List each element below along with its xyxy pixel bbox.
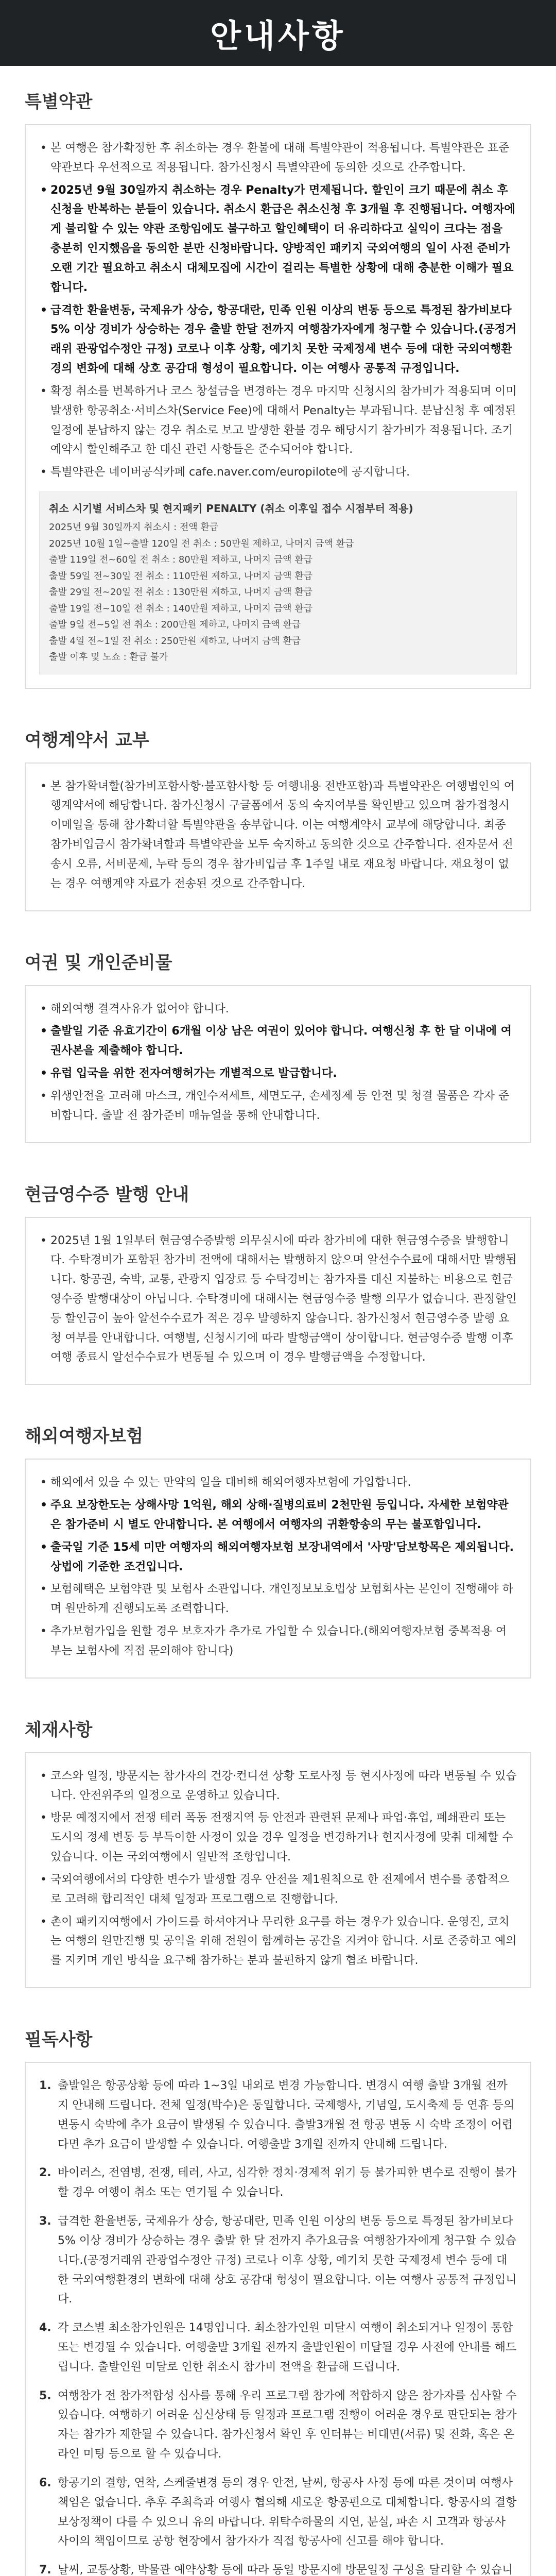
penalty-line: 출발 19일 전~10일 전 취소 : 140만원 제하고, 나머지 금액 환급 <box>49 603 313 614</box>
section-must-read <box>0 2004 556 2576</box>
bullet-list <box>39 999 517 1126</box>
item-text: 여행참가 전 참가적합성 심사를 통해 우리 프로그램 참가에 적합하지 않은 참가자를 심사할 수 있습니다. 여행하기 어려운 심신상태 등 일정과 프로그램 진행이 어려운 경우로 판단되는 참가자는 참가가 제한될 수 있습니다. 참가신청서 확인 후 인터뷰는 비대면(서류) 및 전화, 혹은 온라인 미팅 등으로 할 수 있습니다. <box>58 2389 517 2461</box>
section-contract <box>0 704 556 927</box>
numbered-item <box>39 2561 517 2576</box>
section-box <box>25 762 531 911</box>
bullet-item: • 본 참가확녀할(참가비포함사항·불포함사항 등 여행내용 전반포함)과 특별약관은 여행법인의 여행계약서에 해당합니다. 참가신청시 구글폼에서 동의 숙지여부를 확인받고 있으며 참가접청시 이메일을 통해 참가확녀할 특별약관을 송부합니다. 이는 여행계약서 교부에 해당합니다. 최종 참가비입금시 참가확녀할과 특별약관을 모두 숙지하고 동의한 것으로 간주합니다. 전자문서 전송시 오류, 서비문제, 누락 등의 경우 참가비입금 후 1주일 내로 재요청 바랍니다. 재요청이 없는 경우 여행계약 자료가 전송된 것으로 간주합니다. <box>39 777 517 894</box>
bullet-item: • 추가보험가입을 원할 경우 보호자가 추가로 가입할 수 있습니다.(해외여행자보험 중복적용 여부는 보험사에 직접 문의해야 합니다) <box>39 1622 517 1661</box>
bullet-item: • 방문 예정지에서 전쟁 테러 폭동 전쟁지역 등 안전과 관련된 문제나 파업·휴업, 폐쇄관리 또는 도시의 정세 변동 등 부득이한 사정이 있을 경우 일정을 변경하거나 현지사정에 맞춰 대체할 수 있습니다. 이는 국외여행에서 일반적 조항입니다. <box>39 1808 517 1867</box>
bullet-item: • 국외여행에서의 다양한 변수가 발생할 경우 안전을 제1원칙으로 한 전제에서 변수를 종합적으로 고려해 합리적인 대체 일정과 프로그램으로 진행합니다. <box>39 1870 517 1909</box>
numbered-list <box>39 2076 517 2576</box>
numbered-item <box>39 2163 517 2202</box>
bullet-item: • 촌이 패키지여행에서 가이드를 하셔야거나 무리한 요구를 하는 경우가 있습니다. 운영진, 코치는 여행의 원만진행 및 공익을 위해 전원이 함께하는 공간을 지켜야 합니다. 서로 존중하고 예의를 지키며 개인 방식을 요구해 참가하는 분과 불편하지 않게 협조 바랍니다. <box>39 1912 517 1971</box>
penalty-line: 출발 29일 전~20일 전 취소 : 130만원 제하고, 나머지 금액 환급 <box>49 587 313 598</box>
item-text: 급격한 환율변동, 국제유가 상승, 항공대란, 민족 인원 이상의 변동 등으로 특정된 참가비보다 5% 이상 경비가 상승하는 경우 출발 한 달 전까지 추가요금을 여행참가자에게 청구할 수 있습니다.(공정거래위 관광업수정안 규정) 코로나 이후 상황, 예기치 못한 국제정세 변수 등에 대한 국외여행환경의 변화에 대해 상호 공감대 형성이 필요합니다. 이는 여행사 공통적 규정입니다. <box>58 2215 517 2306</box>
section-box <box>25 1459 531 1678</box>
section-receipt <box>0 1159 556 1401</box>
section-title: 필독사항 <box>25 2029 93 2050</box>
penalty-title: 취소 시기별 서비스차 및 현지패키 PENALTY (취소 이후일 접수 시점부터 적용) <box>49 502 413 515</box>
penalty-line: 2025년 10월 1일~출발 120일 전 취소 : 50만원 제하고, 나머지 금액 환급 <box>49 538 354 549</box>
numbered-item <box>39 2473 517 2551</box>
section-title: 여권 및 개인준비물 <box>25 952 172 973</box>
section-box <box>25 2062 531 2576</box>
section-title: 여행계약서 교부 <box>25 730 149 751</box>
section-title: 해외여행자보험 <box>25 1426 143 1447</box>
bullet-item: • 해외에서 있을 수 있는 만약의 일을 대비해 해외여행자보험에 가입합니다. <box>39 1473 517 1493</box>
page-header <box>0 0 556 66</box>
section-box <box>25 985 531 1143</box>
bullet-item: • 확정 취소를 번복하거나 코스 창설금을 변경하는 경우 마지막 신청시의 참가비가 적용되며 이미 발생한 항공취소·서비스차(Service Fee)에 대해서 Penalty는 부과됩니다. 분납신청 후 예정된 일정에 분납하지 않는 경우 취소로 보고 발생한 환불 경우 해당시기 참가비가 적용됩니다. 조기예약시 할인해주고 한 대신 관련 사항들은 준수되어야 합니다. <box>39 382 517 460</box>
bullet-item: • 급격한 환율변동, 국제유가 상승, 항공대란, 민족 인원 이상의 변동 등으로 특정된 참가비보다 5% 이상 경비가 상승하는 경우 출발 한달 전까지 여행참가자에게 청구할 수 있습니다.(공정거래위 관광업수정안 규정) 코로나 이후 상황, 예기치 못한 국제정세 변수 등에 대한 국외여행환경의 변화에 대해 상호 공감대 형성이 필요합니다. 이는 여행사 공통적 규정입니다. <box>39 301 517 379</box>
section-title: 현금영수증 발행 안내 <box>25 1184 189 1205</box>
bullet-item: • 본 여행은 참가확정한 후 취소하는 경우 환불에 대해 특별약관이 적용됩니다. 특별약관은 표준약관보다 우선적으로 적용됩니다. 참가신청시 특별약관에 동의한 것으로 간주합니다. <box>39 139 517 178</box>
section-box <box>25 1217 531 1385</box>
item-number: 2. <box>39 2166 51 2180</box>
penalty-line: 2025년 9월 30일까지 취소시 : 전액 환급 <box>49 522 219 533</box>
section-passport <box>0 927 556 1159</box>
item-text: 출발일은 항공상황 등에 따라 1~3일 내외로 변경 가능합니다. 변경시 여행 출발 3개월 전까지 안내해 드립니다. 전체 일정(박수)은 동일합니다. 국제행사, 기념일, 도시축제 등 연휴 등의 변동시 숙박에 추가 요금이 발생될 수 있습니다. 출발3개월 전 항공 변동 시 숙박 조정이 어렵다면 추가 요금이 발생할 수 있습니다. 여행출발 3개월 전까지 안내해 드립니다. <box>58 2079 515 2151</box>
numbered-item <box>39 2318 517 2377</box>
item-number: 5. <box>39 2389 51 2402</box>
item-text: 항공기의 결항, 연착, 스케줄변경 등의 경우 안전, 날씨, 항공사 사정 등에 따른 것이며 여행사 책임은 없습니다. 추후 주최측과 여행사 협의해 새로운 항공편으로 대체합니다. 항공사의 결항 보상정책이 다를 수 있으니 유의 바랍니다. 위탁수하물의 지연, 분실, 파손 시 고객과 항공사 사이의 책임이므로 공항 현장에서 참가자가 직접 항공사에 신고를 해야 합니다. <box>58 2476 517 2548</box>
item-text: 각 코스별 최소참가인원은 14명입니다. 최소참가인원 미달시 여행이 취소되거나 일정이 통합 또는 변경될 수 있습니다. 여행출발 3개월 전까지 출발인원이 미달될 경우 사전에 안내를 해드립니다. 출발인원 미달로 인한 취소시 참가비 전액을 환급해 드립니다. <box>58 2321 517 2374</box>
bullet-list <box>39 139 517 482</box>
bullet-item: • 위생안전을 고려해 마스크, 개인수저세트, 세면도구, 손세정제 등 안전 및 청결 물품은 각자 준비합니다. 출발 전 참가준비 매뉴얼을 통해 안내합니다. <box>39 1087 517 1126</box>
item-number: 3. <box>39 2215 51 2228</box>
section-insurance <box>0 1400 556 1693</box>
numbered-item <box>39 2076 517 2154</box>
item-text: 바이러스, 전염병, 전쟁, 테러, 사고, 심각한 정치·경제적 위기 등 불가피한 변수로 진행이 불가할 경우 여행이 취소 또는 연기될 수 있습니다. <box>58 2166 516 2199</box>
bullet-item: • 해외여행 결격사유가 없어야 합니다. <box>39 999 517 1019</box>
numbered-item <box>39 2212 517 2309</box>
penalty-box <box>39 492 517 674</box>
item-number: 4. <box>39 2321 51 2335</box>
bullet-list <box>39 1767 517 1971</box>
bullet-item: • 출발일 기준 유효기간이 6개월 이상 남은 여권이 있어야 합니다. 여행신청 후 한 달 이내에 여권사본을 제출해야 합니다. <box>39 1022 517 1061</box>
bullet-item: • 2025년 9월 30일까지 취소하는 경우 Penalty가 면제됩니다. 할인이 크기 때문에 취소 후 신청을 반복하는 분들이 있습니다. 취소시 환급은 취소신청 후 3개월 후 진행됩니다. 여행자에게 불리할 수 있는 약관 조항임에도 불구하고 할인혜택이 더 유리하다고 실익이 크다는 점을 충분히 인지했음을 동의한 분만 신청바랍니다. 양방적인 패키지 국외여행의 일이 사전 준비가 오랜 기간 필요하고 취소시 대체모집에 시간이 걸리는 특별한 상황에 대해 충분한 이해가 필요합니다. <box>39 181 517 298</box>
bullet-list <box>39 1473 517 1660</box>
penalty-line: 출발 9일 전~5일 전 취소 : 200만원 제하고, 나머지 금액 환급 <box>49 619 301 631</box>
bullet-item: • 보험혜택은 보험약관 및 보험사 소관입니다. 개인정보보호법상 보험회사는 본인이 진행해야 하며 원만하게 진행되도록 조력합니다. <box>39 1580 517 1619</box>
bullet-list <box>39 1231 517 1368</box>
item-number: 7. <box>39 2564 51 2576</box>
section-box <box>25 124 531 689</box>
section-stay <box>0 1694 556 2004</box>
item-number: 6. <box>39 2476 51 2489</box>
bullet-item: • 2025년 1월 1일부터 현금영수증발행 의무실시에 따라 참가비에 대한 현금영수증을 발행합니다. 수탁경비가 포함된 참가비 전액에 대해서는 발행하지 않으며 알선수수료에 대해서만 발행됩니다. 항공권, 숙박, 교통, 관광지 입장료 등 수탁경비는 참가자를 대신 지불하는 비용으로 현금영수증 발행대상이 아닙니다. 수탁경비에 대해서는 현금영수증 발행 의무가 없습니다. 관정할인 등 할인금이 높아 알선수수료가 적은 경우 발행하지 않습니다. 참가신청서 현금영수증 발행 요청 여부를 안내합니다. 여행별, 신청시기에 따라 발행금액이 상이합니다. 현금영수증 발행 이후 여행 종료시 알선수수료가 변동될 수 있으며 이 경우 발행금액을 수정합니다. <box>39 1231 517 1368</box>
section-special-terms <box>0 66 556 704</box>
penalty-line: 출발 4일 전~1일 전 취소 : 250만원 제하고, 나머지 금액 환급 <box>49 635 301 647</box>
section-title: 체재사항 <box>25 1719 93 1740</box>
numbered-item <box>39 2386 517 2464</box>
penalty-line: 출발 59일 전~30일 전 취소 : 110만원 제하고, 나머지 금액 환급 <box>49 570 313 582</box>
section-title: 특별약관 <box>25 92 93 112</box>
penalty-line: 출발 119일 전~60일 전 취소 : 80만원 제하고, 나머지 금액 환급 <box>49 554 313 566</box>
bullet-item: • 유럽 입국을 위한 전자여행허가는 개별적으로 발급합니다. <box>39 1064 517 1083</box>
item-text: 날씨, 교통상황, 박물관 예약상황 등에 따라 동일 방문지에 방문일정 구성을 달리할 수 있습니 <box>58 2564 513 2576</box>
section-box <box>25 1752 531 1988</box>
bullet-item: • 출국일 기준 15세 미만 여행자의 해외여행자보험 보장내역에서 '사망'담보항목은 제외됩니다. 상법에 기준한 조건입니다. <box>39 1538 517 1577</box>
bullet-item: • 주요 보장한도는 상해사망 1억원, 해외 상해·질병의료비 2천만원 등입니다. 자세한 보험약관은 참가준비 시 별도 안내합니다. 본 여행에서 여행자의 귀환항송의 무는 불포함입니다. <box>39 1496 517 1535</box>
penalty-line: 출발 이후 및 노쇼 : 환급 불가 <box>49 652 168 663</box>
bullet-list <box>39 777 517 894</box>
page-title: 안내사항 <box>210 16 346 55</box>
bullet-item: • 특별약관은 네이버공식카페 cafe.naver.com/europilote에 공지합니다. <box>39 463 517 482</box>
item-number: 1. <box>39 2079 51 2093</box>
bullet-item: • 코스와 일정, 방문지는 참가자의 건강·컨디션 상황 도로사정 등 현지사정에 따라 변동될 수 있습니다. 안전위주의 일정으로 운영하고 있습니다. <box>39 1767 517 1806</box>
